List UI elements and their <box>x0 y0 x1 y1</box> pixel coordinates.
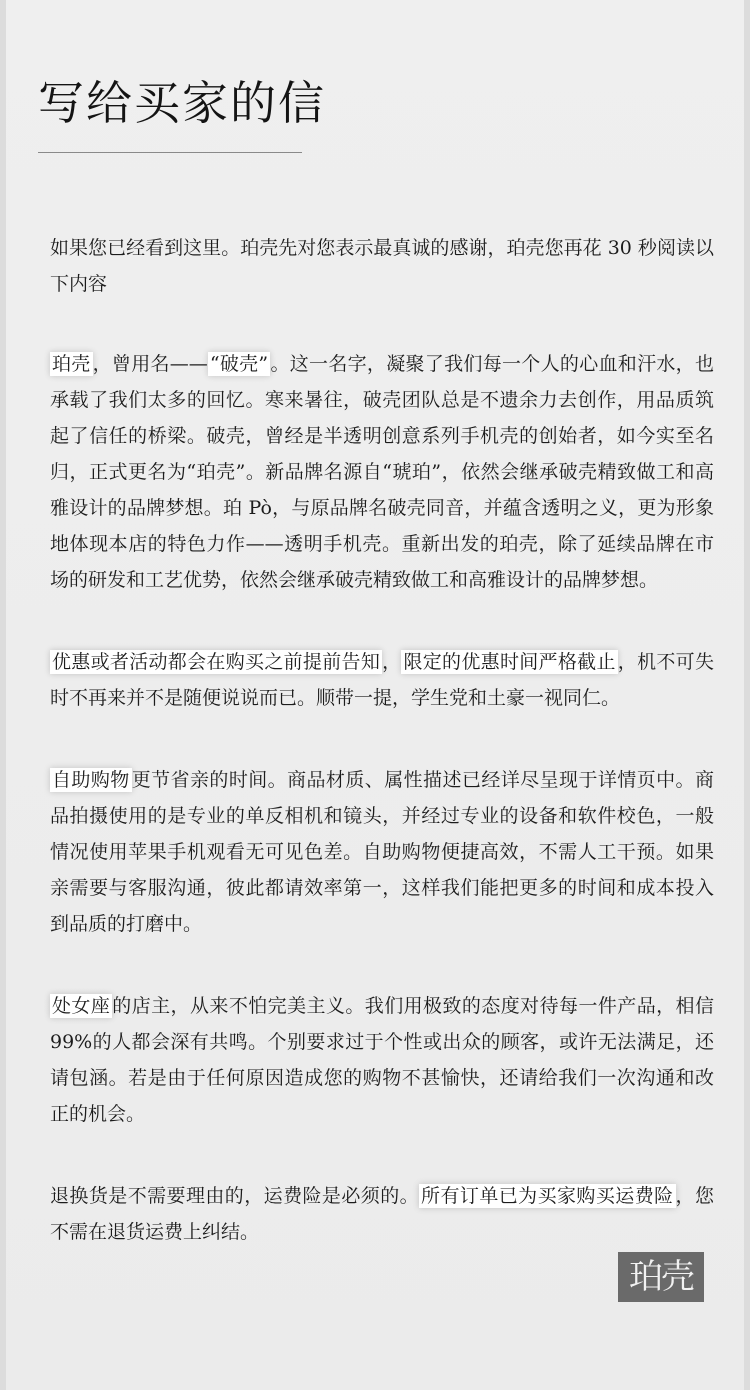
paragraph-text: ， <box>382 651 402 673</box>
paragraph-text: ，机不可失时不再来并不是随便说说而已。顺带一提，学生党和土豪一视同仁。 <box>50 651 714 709</box>
paragraph-text: 退换货是不需要理由的，运费险是必须的。 <box>50 1185 420 1207</box>
paragraph-perfectionism <box>50 988 714 1132</box>
title-divider <box>38 152 302 153</box>
paragraph-self-service <box>50 762 714 942</box>
highlight-shipping-insurance: 所有订单已为买家购买运费险 <box>421 1185 674 1207</box>
paragraph-returns <box>50 1178 714 1250</box>
paragraph-brand-history <box>50 346 714 598</box>
paragraph-promotions <box>50 644 714 716</box>
highlight-self-service: 自助购物 <box>52 769 130 791</box>
brand-logo-text: 珀壳 <box>629 1257 693 1297</box>
paragraph-text: 。这一名字，凝聚了我们每一个人的心血和汗水，也承载了我们太多的回忆。寒来暑往，破壳团队总是不遗余力去创作，用品质筑起了信任的桥梁。破壳，曾经是半透明创意系列手机壳的创始者，如今实至名归，正式更名为“珀壳”。新品牌名源自“琥珀”，依然会继承破壳精致做工和高雅设计的品牌梦想。珀 Pò，与原品牌名破壳同音，并蕴含透明之义，更为形象地体现本店的特色力作——透明手机壳。重新出发的珀壳，除了延续品牌在市场的研发和工艺优势，依然会继承破壳精致做工和高雅设计的品牌梦想。 <box>50 353 714 591</box>
brand-logo <box>618 1252 704 1302</box>
highlight-promo-notice: 优惠或者活动都会在购买之前提前告知 <box>52 651 381 673</box>
paragraph-text: ，您不需在退货运费上纠结。 <box>50 1185 714 1243</box>
highlight-brand-name: 珀壳 <box>52 353 91 375</box>
letter-body <box>50 230 714 1250</box>
page-title: 写给买家的信 <box>38 76 326 130</box>
paragraph-intro: 如果您已经看到这里。珀壳先对您表示最真诚的感谢，珀壳您再花 30 秒阅读以下内容 <box>50 237 714 295</box>
highlight-virgo: 处女座 <box>52 995 111 1017</box>
paragraph-text: 更节省亲的时间。商品材质、属性描述已经详尽呈现于详情页中。商品拍摄使用的是专业的单反相机和镜头，并经过专业的设备和软件校色，一般情况使用苹果手机观看无可见色差。自助购物便捷高效，不需人工干预。如果亲需要与客服沟通，彼此都请效率第一，这样我们能把更多的时间和成本投入到品质的打磨中。 <box>50 769 714 935</box>
highlight-promo-deadline: 限定的优惠时间严格截止 <box>403 651 616 673</box>
highlight-former-name: “破壳” <box>209 353 269 375</box>
paragraph-text: 的店主，从来不怕完美主义。我们用极致的态度对待每一件产品，相信99%的人都会深有共鸣。个别要求过于个性或出众的顾客，或许无法满足，还请包涵。若是由于任何原因造成您的购物不甚愉快，还请给我们一次沟通和改正的机会。 <box>50 995 714 1125</box>
paragraph-text: ，曾用名—— <box>92 353 208 375</box>
